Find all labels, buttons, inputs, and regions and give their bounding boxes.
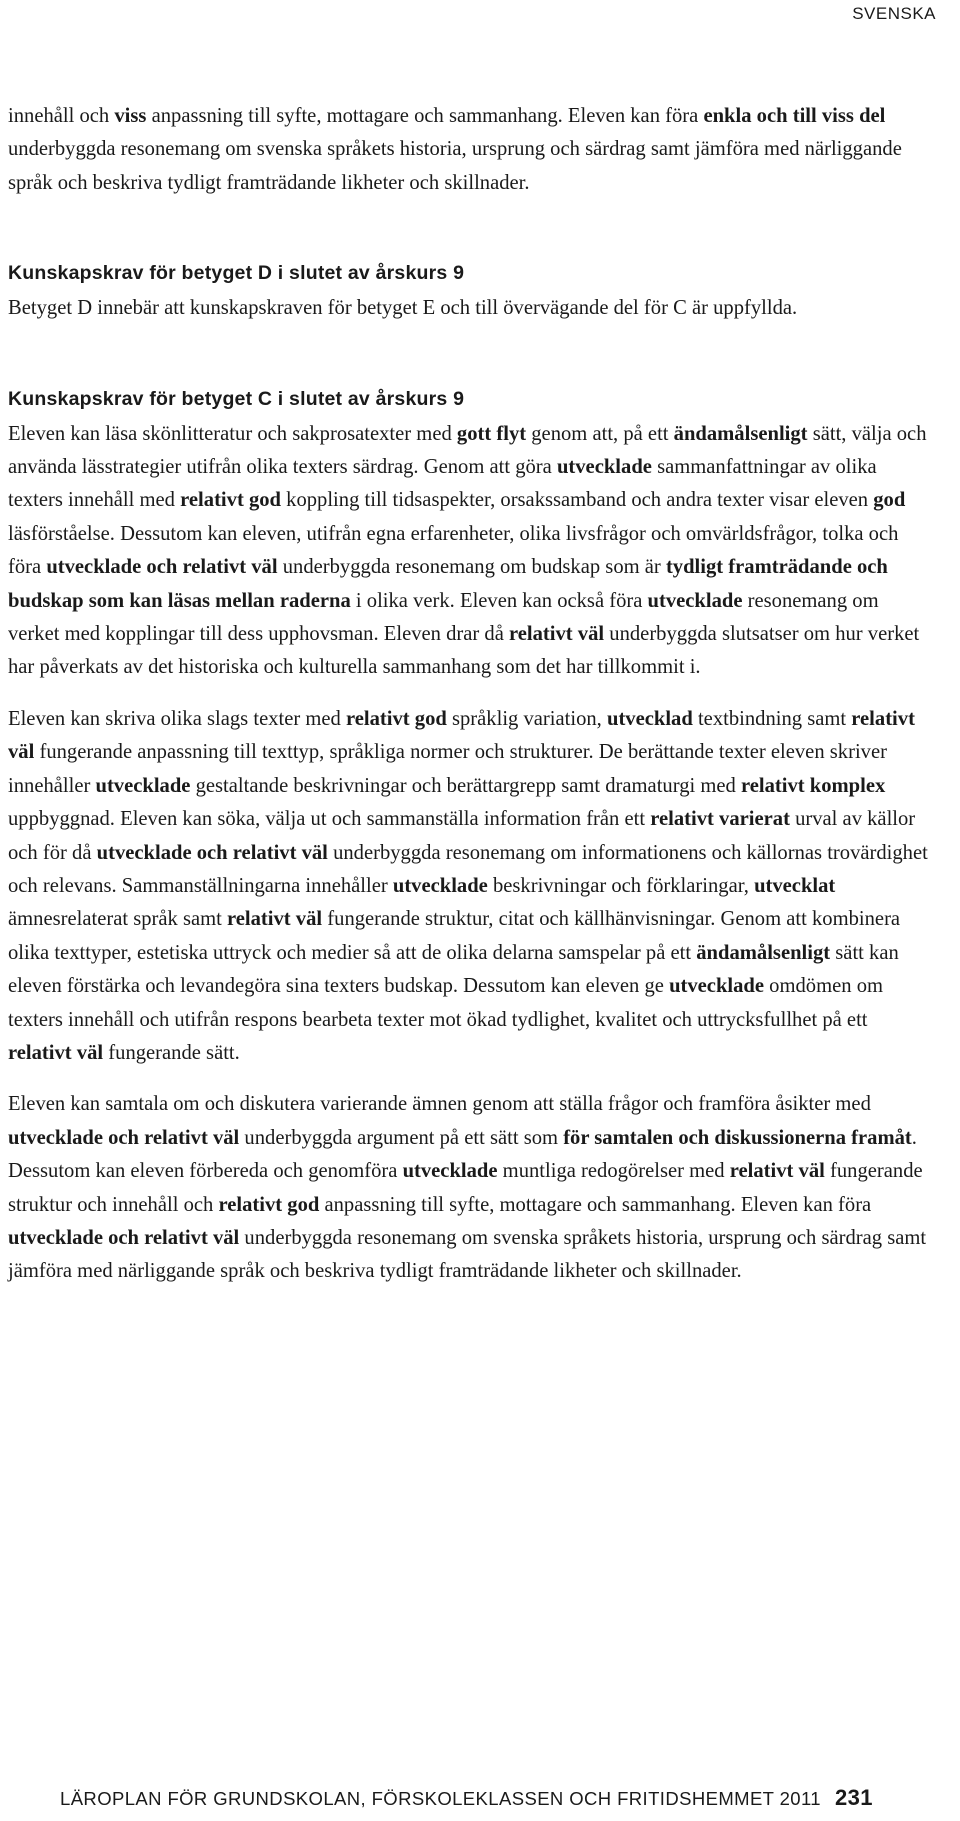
body-text: omdömen om texters innehåll och utifrån respons bearbeta texter mot ökad tydlighet, kvalitet och uttrycksfullhet på ett	[8, 975, 884, 1031]
emphasis-text: utvecklat	[754, 874, 836, 897]
emphasis-text: utvecklade	[392, 874, 488, 897]
body-text: . Dessutom kan eleven förbereda och genomföra	[8, 1126, 917, 1183]
grade-c-writing-paragraph	[8, 703, 933, 1070]
emphasis-text: relativt god	[218, 1193, 320, 1216]
emphasis-text: utvecklade	[556, 456, 652, 479]
emphasis-text: relativt god	[180, 489, 281, 512]
grade-d-paragraph: Betyget D innebär att kunskapskraven för betyget E och till övervägande del för C är uppfyllda.	[8, 297, 798, 320]
body-text: språklig variation,	[446, 707, 607, 730]
body-text: muntliga redogörelser med	[497, 1160, 730, 1183]
running-head-section: SVENSKA	[852, 4, 936, 23]
heading-grade-d: Kunskapskrav för betyget D i slutet av årskurs 9	[8, 262, 465, 285]
body-text: genom att, på ett	[526, 422, 674, 445]
emphasis-text: relativt väl	[729, 1160, 825, 1183]
emphasis-text: ändamålsenligt	[673, 422, 808, 445]
body-text: resonemang om verket med kopplingar till dess upphovsman. Eleven drar då	[8, 589, 879, 646]
emphasis-text: relativt väl	[509, 623, 605, 646]
page-footer	[60, 1785, 930, 1811]
body-text: anpassning till syfte, mottagare och sammanhang. Eleven kan föra	[146, 105, 704, 127]
body-text: anpassning till syfte, mottagare och sammanhang. Eleven kan föra	[319, 1193, 872, 1216]
emphasis-text: utvecklade och relativt väl	[8, 1226, 240, 1249]
heading-grade-c: Kunskapskrav för betyget C i slutet av årskurs 9	[8, 387, 465, 410]
body-text: beskrivningar och förklaringar,	[487, 874, 755, 897]
body-text: i olika verk. Eleven kan också föra	[350, 589, 648, 612]
body-text: gestaltande beskrivningar och berättargrepp samt dramaturgi med	[190, 774, 741, 797]
body-text: underbyggda slutsatser om hur verket har påverkats av det historiska och kulturella sammanhang som det har tillkommit i.	[8, 623, 920, 679]
body-text: innehåll och	[8, 105, 115, 127]
emphasis-text: utvecklade	[669, 975, 765, 998]
body-text: sätt, välja och använda lässtrategier utifrån olika texters särdrag. Genom att göra	[8, 422, 927, 479]
emphasis-text: relativt väl	[227, 908, 323, 931]
body-text: underbyggda resonemang om svenska språkets historia, ursprung och särdrag samt jämföra med närliggande språk och beskriva tydligt framträdande likheter och skillnader.	[8, 1226, 927, 1283]
body-text: underbyggda resonemang om informationens och källornas trovärdighet och relevans. Sammanställningarna innehåller	[8, 841, 928, 897]
body-text: fungerande sätt.	[103, 1041, 240, 1064]
body-text: sammanfattningar av olika texters innehåll med	[8, 456, 877, 512]
body-text: underbyggda argument på ett sätt som	[239, 1126, 564, 1149]
emphasis-text: relativt varierat	[650, 808, 790, 831]
emphasis-text: utvecklade och relativt väl	[96, 841, 328, 864]
emphasis-text: ändamålsenligt	[696, 941, 831, 964]
emphasis-text: relativt god	[345, 707, 447, 730]
emphasis-text: utvecklade	[95, 774, 191, 797]
emphasis-text: viss	[114, 105, 147, 127]
body-text: underbyggda resonemang om svenska språkets historia, ursprung och särdrag samt jämföra med närliggande språk och beskriva tydligt framträdande likheter och skillnader.	[8, 138, 902, 194]
emphasis-text: god	[873, 489, 906, 512]
body-text: Eleven kan läsa skönlitteratur och sakprosatexter med	[8, 422, 457, 445]
document-body	[8, 100, 933, 1289]
body-text: textbindning samt	[692, 707, 852, 730]
emphasis-text: relativt väl	[8, 1041, 104, 1064]
body-text: Eleven kan skriva olika slags texter med	[8, 707, 346, 730]
grade-c-speaking-paragraph	[8, 1088, 933, 1288]
body-text: fungerande struktur, citat och källhänvisningar. Genom att kombinera olika texttyper, estetiska uttryck och medier så att de olika delarna samspelar på ett	[8, 908, 901, 964]
emphasis-text: utvecklad	[606, 707, 693, 730]
footer-title: LÄROPLAN FÖR GRUNDSKOLAN, FÖRSKOLEKLASSEN OCH FRITIDSHEMMET 2011	[60, 1788, 821, 1809]
emphasis-text: utvecklade	[402, 1160, 498, 1183]
body-text: koppling till tidsaspekter, orsakssamband och andra texter visar eleven	[281, 489, 874, 512]
grade-c-reading-paragraph	[8, 418, 933, 685]
emphasis-text: utvecklade	[647, 589, 743, 612]
emphasis-text: för samtalen och diskussionerna framåt	[563, 1126, 912, 1149]
body-text: läsförståelse. Dessutom kan eleven, utifrån egna erfarenheter, olika livsfrågor och omvärldsfrågor, tolka och föra	[8, 522, 899, 579]
body-text: Eleven kan samtala om och diskutera varierande ämnen genom att ställa frågor och framföra åsikter med	[8, 1093, 871, 1116]
emphasis-text: enkla och till viss del	[703, 105, 886, 127]
body-text: uppbyggnad. Eleven kan söka, välja ut och sammanställa information från ett	[8, 808, 651, 831]
emphasis-text: tydligt framträdande och budskap som kan läsas mellan raderna	[8, 556, 888, 612]
body-text: ämnesrelaterat språk samt	[8, 908, 227, 931]
emphasis-text: utvecklade och relativt väl	[8, 1126, 240, 1149]
emphasis-text: relativt komplex	[740, 774, 886, 797]
emphasis-text: gott flyt	[456, 422, 527, 445]
body-text: fungerande anpassning till texttyp, språkliga normer och strukturer. De berättande texter eleven skriver innehåller	[8, 741, 887, 797]
page-number: 231	[834, 1785, 873, 1810]
body-text: urval av källor och för då	[8, 808, 916, 864]
intro-paragraph	[8, 100, 933, 200]
body-text: fungerande struktur och innehåll och	[8, 1160, 923, 1216]
emphasis-text: relativt väl	[8, 707, 915, 764]
emphasis-text: utvecklade och relativt väl	[46, 556, 278, 579]
body-text: underbyggda resonemang om budskap som är	[277, 556, 666, 579]
body-text: sätt kan eleven förstärka och levandegöra sina texters budskap. Dessutom kan eleven ge	[8, 941, 899, 998]
